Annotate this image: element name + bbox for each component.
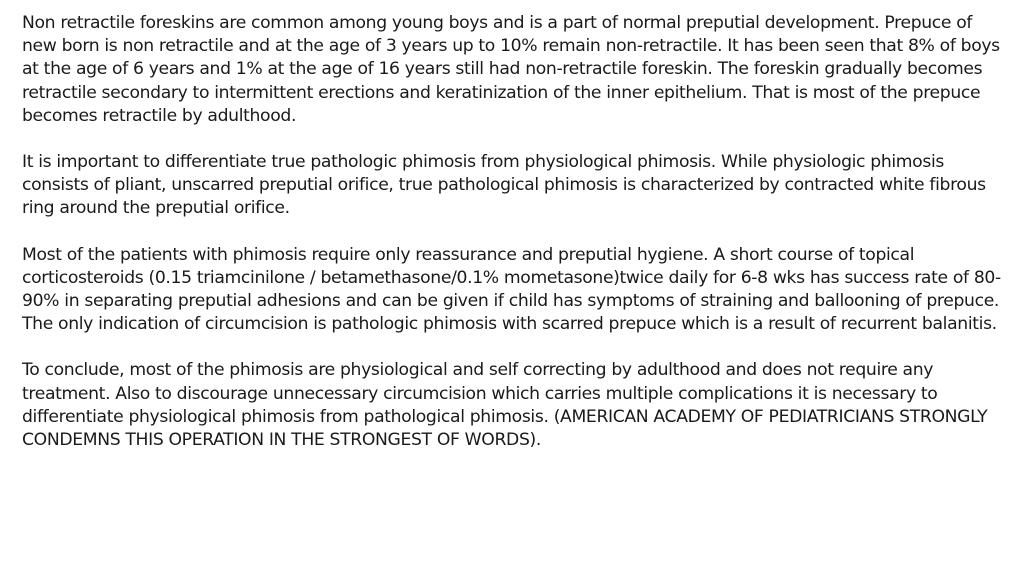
- paragraph-conclusion: To conclude, most of the phimosis are physiological and self correcting by adulthood and does not require any treatment. Also to discourage unnecessary circumcision which carries multiple complications it is necessary to differentiate physiological phimosis from pathological phimosis. (AMERICAN ACADEMY OF PEDIATRICIANS STRONGLY CONDEMNS THIS OPERATION IN THE STRONGEST OF WORDS).: [22, 360, 988, 451]
- document-body: [22, 12, 1006, 475]
- paragraph-retractility: Non retractile foreskins are common among young boys and is a part of normal preputial development. Prepuce of new born is non retractile and at the age of 3 years up to 10% remain non-retractile. It has been seen that 8% of boys at the age of 6 years and 1% at the age of 16 years still had non-retractile foreskin. The foreskin gradually becomes retractile secondary to intermittent erections and keratinization of the inner epithelium. That is most of the prepuce becomes retractile by adulthood.: [22, 13, 1000, 126]
- paragraph-treatment: Most of the patients with phimosis require only reassurance and preputial hygiene. A short course of topical corticosteroids (0.15 triamcinilone / betamethasone/0.1% mometasone)twice daily for 6-8 wks has success rate of 80-90% in separating preputial adhesions and can be given if child has symptoms of straining and ballooning of prepuce. The only indication of circumcision is pathologic phimosis with scarred prepuce which is a result of recurrent balanitis.: [22, 244, 1001, 335]
- paragraph-differentiation: It is important to differentiate true pathologic phimosis from physiological phimosis. While physiologic phimosis consists of pliant, unscarred preputial orifice, true pathological phimosis is characterized by contracted white fibrous ring around the preputial orifice.: [22, 152, 986, 219]
